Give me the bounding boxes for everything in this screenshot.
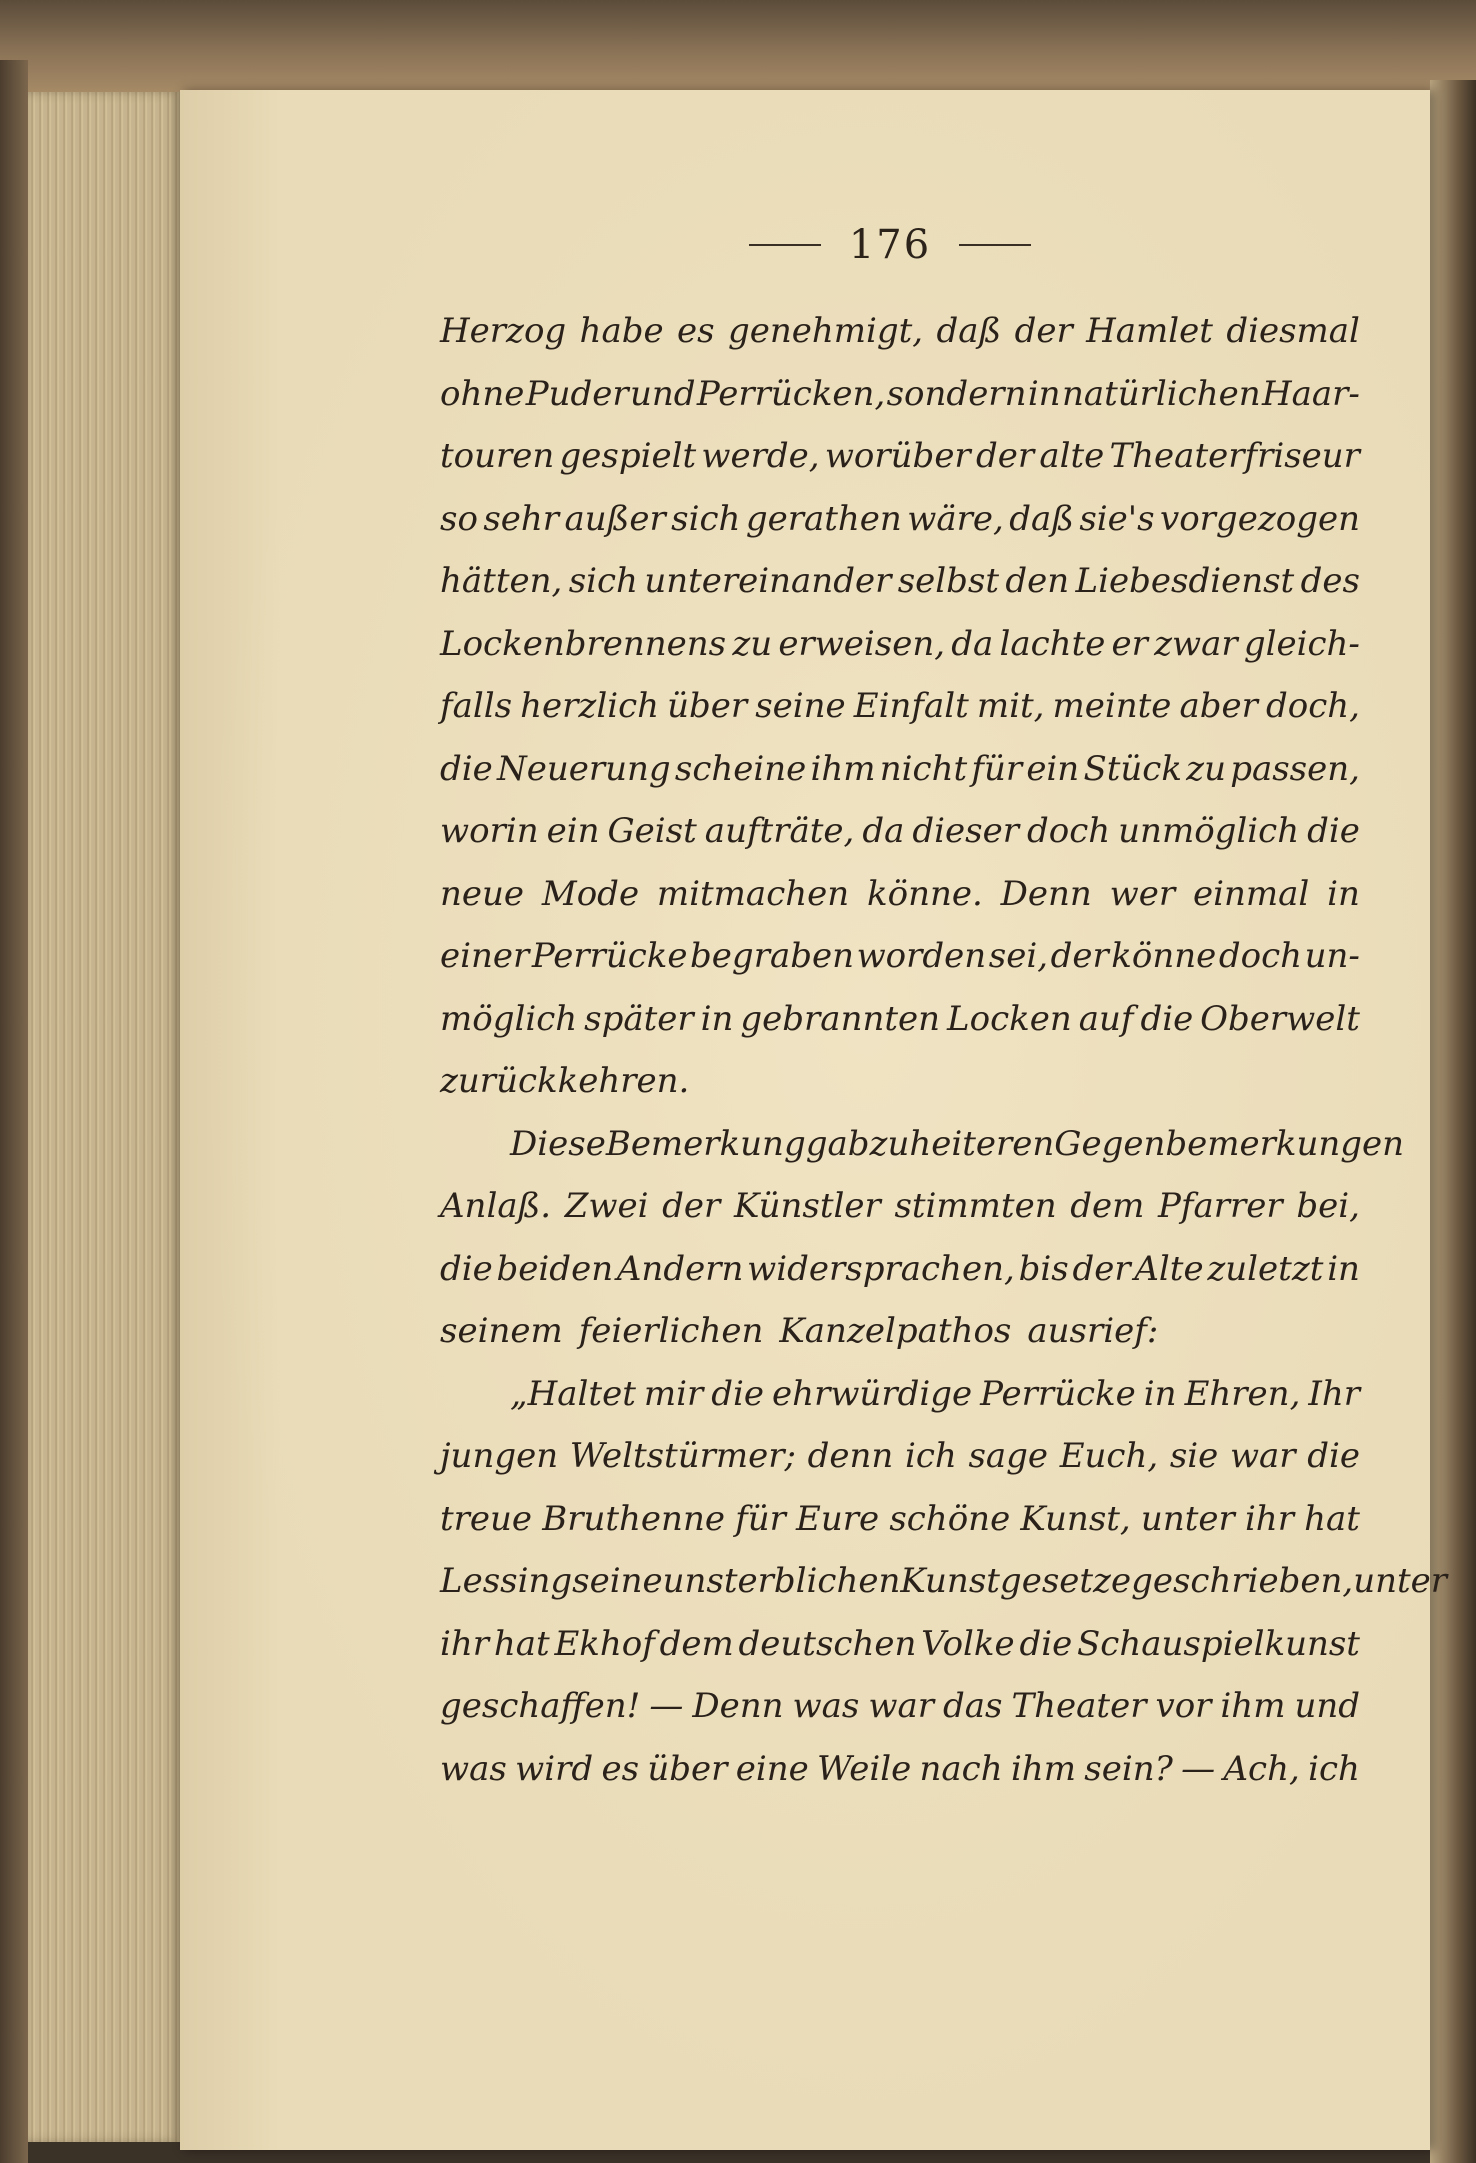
body-text	[440, 300, 1448, 1800]
text-line: so sehr außer sich gerathen wäre, daß sie's vorgezogen	[440, 498, 1360, 539]
text-line: die beiden Andern widersprachen, bis der Alte zuletzt in	[440, 1248, 1360, 1289]
text-line: ohne Puder und Perrücken, sondern in natürlichen Haar-	[440, 373, 1360, 414]
text-line: Diese Bemerkung gab zu heiteren Gegenbemerkungen	[510, 1123, 1405, 1164]
text-line: geschaffen! — Denn was war das Theater vor ihm und	[440, 1686, 1360, 1726]
text-line: Lessing seine unsterblichen Kunstgesetze geschrieben, unter	[440, 1561, 1448, 1601]
text-line: ihr hat Ekhof dem deutschen Volke die Schauspielkunst	[440, 1623, 1360, 1664]
text-line: die Neuerung scheine ihm nicht für ein Stück zu passen,	[440, 748, 1360, 789]
text-line: Anlaß. Zwei der Künstler stimmten dem Pfarrer bei,	[440, 1186, 1360, 1226]
text-line: was wird es über eine Weile nach ihm sein? — Ach, ich	[440, 1748, 1360, 1789]
text-line: möglich später in gebrannten Locken auf die Oberwelt	[440, 998, 1360, 1039]
text-line: „Haltet mir die ehrwürdige Perrücke in Ehren, Ihr	[510, 1373, 1360, 1414]
text-line: seinem feierlichen Kanzelpathos ausrief:	[440, 1311, 1159, 1351]
text-line: jungen Weltstürmer; denn ich sage Euch, sie war die	[440, 1436, 1360, 1476]
text-line: worin ein Geist aufträte, da dieser doch unmöglich die	[440, 811, 1360, 851]
right-cover-edge	[1430, 80, 1476, 2163]
header-rule-left	[749, 244, 821, 246]
text-line: einer Perrücke begraben worden sei, der könne doch un-	[440, 936, 1360, 976]
text-line: touren gespielt werde, worüber der alte Theaterfriseur	[440, 436, 1360, 476]
text-line: neue Mode mitmachen könne. Denn wer einmal in	[440, 873, 1360, 914]
text-line: Herzog habe es genehmigt, daß der Hamlet diesmal	[440, 311, 1360, 351]
book-cover-top-edge	[0, 0, 1476, 95]
page-header	[740, 215, 1040, 275]
header-rule-right	[959, 244, 1031, 246]
page-stack-edges	[28, 92, 180, 2142]
text-line: treue Bruthenne für Eure schöne Kunst, unter ihr hat	[440, 1498, 1360, 1539]
book-spine-edge	[0, 60, 28, 2163]
text-line: hätten, sich untereinander selbst den Liebesdienst des	[440, 561, 1360, 601]
text-line: falls herzlich über seine Einfalt mit, meinte aber doch,	[440, 686, 1360, 726]
text-line: Lockenbrennens zu erweisen, da lachte er zwar gleich-	[440, 623, 1360, 664]
text-line: zurückkehren.	[440, 1061, 690, 1101]
page-number: 176	[848, 222, 932, 268]
